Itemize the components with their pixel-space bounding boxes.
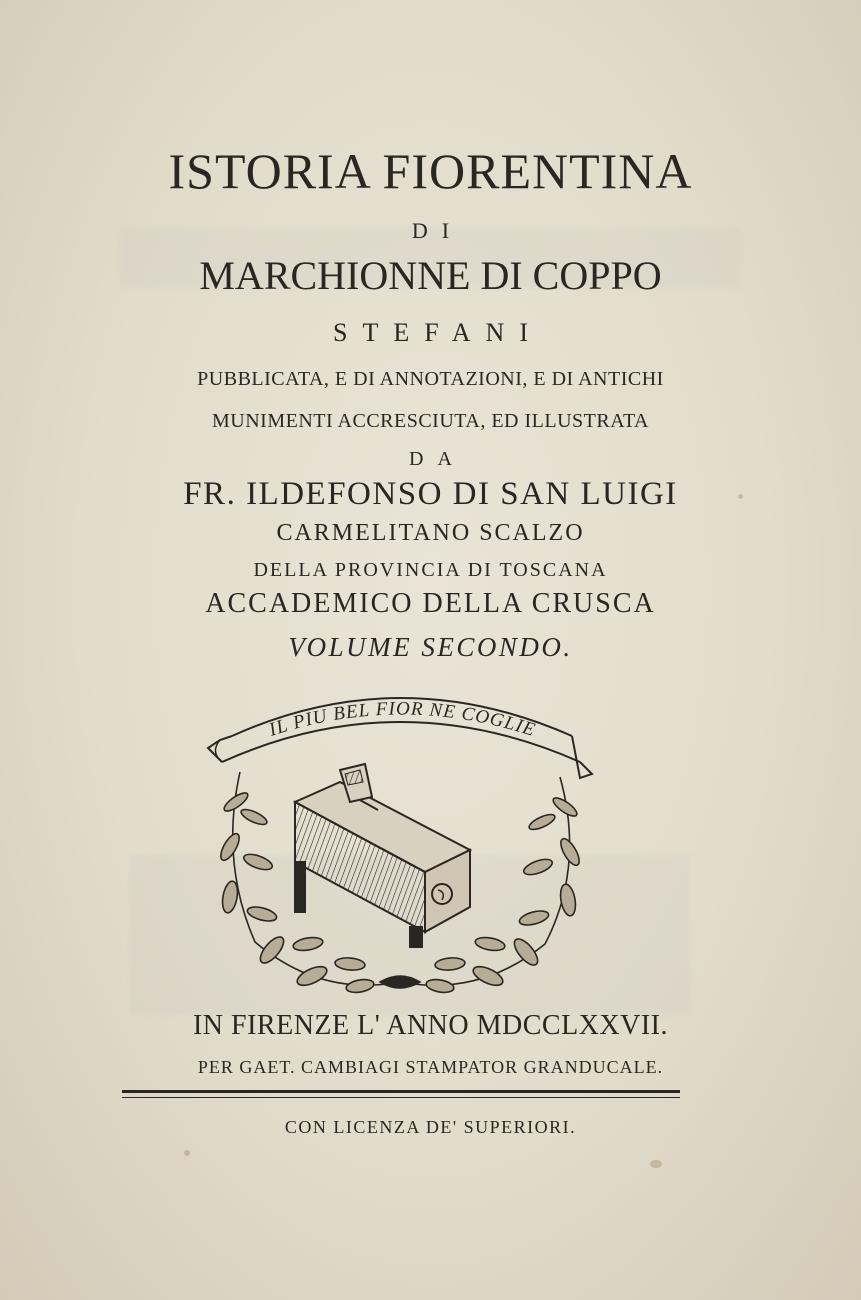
emblem-motto: IL PIU BEL FIOR NE COGLIE — [266, 698, 539, 742]
foxing-stain — [738, 494, 743, 499]
book-title: ISTORIA FIORENTINA — [168, 143, 693, 199]
volume-label: VOLUME SECONDO. — [288, 632, 573, 662]
editor-order: CARMELITANO SCALZO — [276, 520, 585, 546]
license-note: CON LICENZA DE' SUPERIORI. — [284, 1117, 577, 1137]
editor-province: DELLA PROVINCIA DI TOSCANA — [253, 559, 608, 581]
preposition-di: DI — [411, 218, 464, 243]
sifting-bin-icon — [295, 764, 470, 947]
foxing-stain — [650, 1160, 662, 1168]
editor-name: FR. ILDEFONSO DI SAN LUIGI — [183, 476, 678, 512]
crusca-emblem-icon — [200, 682, 600, 1002]
divider-rule-thin — [122, 1097, 680, 1098]
divider-rule-thick — [122, 1090, 680, 1093]
imprint-printer: PER GAET. CAMBIAGI STAMPATOR GRANDUCALE. — [197, 1057, 664, 1077]
preposition-da: DA — [409, 448, 466, 470]
editor-academy: ACCADEMICO DELLA CRUSCA — [205, 588, 656, 619]
author-surname: STEFANI — [333, 318, 543, 347]
publication-note-line-2: MUNIMENTI ACCRESCIUTA, ED ILLUSTRATA — [211, 410, 649, 432]
foxing-stain — [184, 1150, 190, 1156]
publication-note-line-1: PUBBLICATA, E DI ANNOTAZIONI, E DI ANTICHI — [197, 368, 664, 390]
author-name: MARCHIONNE DI COPPO — [199, 253, 662, 298]
imprint-city-year: IN FIRENZE L' ANNO MDCCLXXVII. — [192, 1010, 669, 1041]
